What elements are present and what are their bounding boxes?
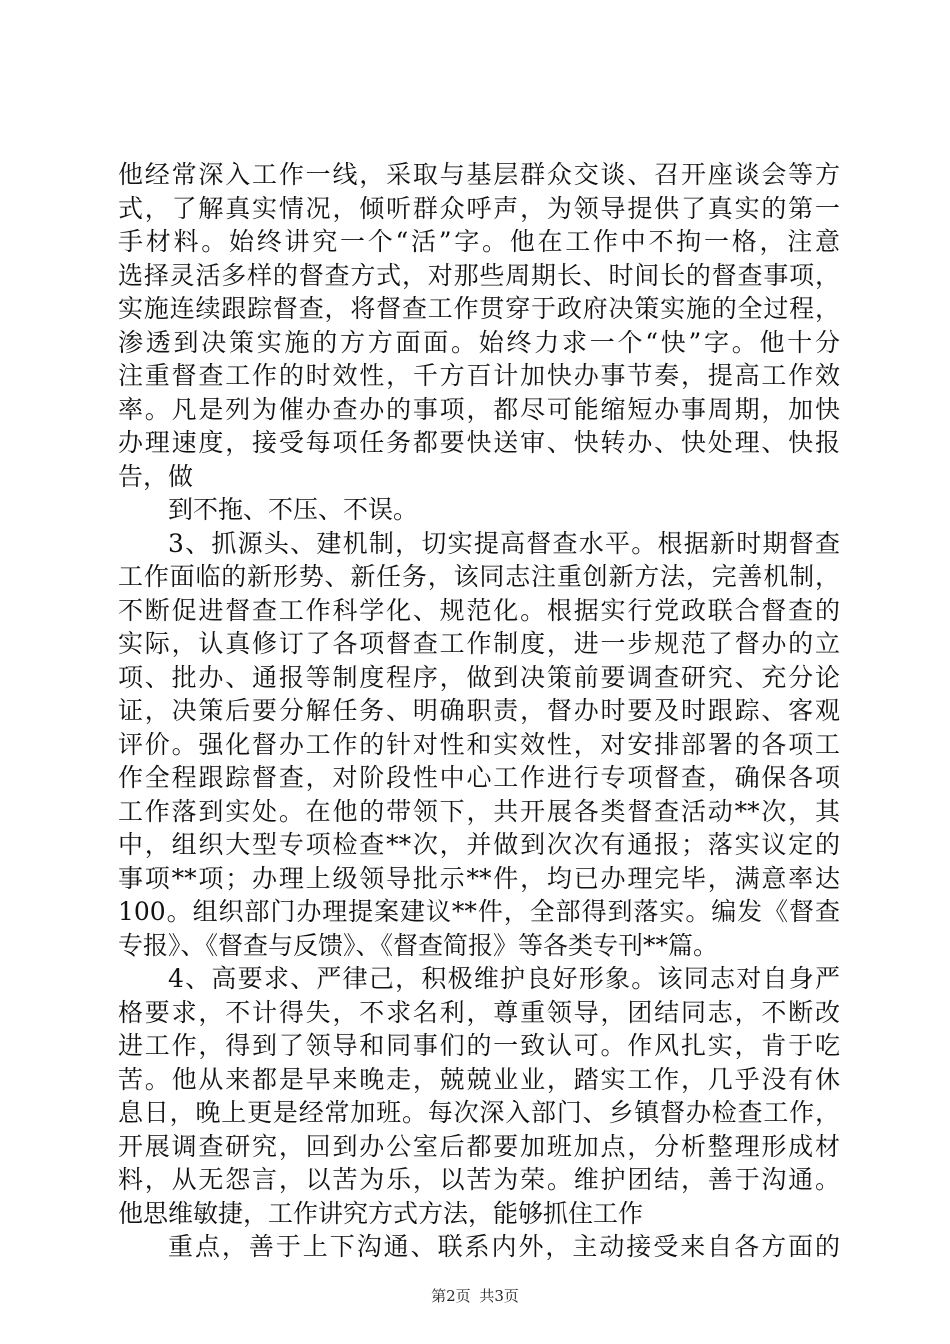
page-number: 第2页 [431,1287,471,1305]
document-body [118,158,840,1264]
text-line: 实际，认真修订了各项督查工作制度，进一步规范了督办的立 [118,629,840,658]
text-line: 作全程跟踪督查，对阶段性中心工作进行专项督查，确保各项 [118,763,840,792]
text-line: 工作面临的新形势、新任务，该同志注重创新方法，完善机制， [118,562,840,591]
text-line: 中，组织大型专项检查**次，并做到次次有通报；落实议定的 [118,830,840,859]
text-line: 项、批办、通报等制度程序，做到决策前要调查研究、充分论 [118,662,840,692]
text-line: 渗透到决策实施的方方面面。始终力求一个“快”字。他十分 [118,327,840,357]
text-line: 注重督查工作的时效性，千方百计加快办事节奏，提高工作效 [118,361,840,390]
text-line: 办理速度，接受每项任务都要快送审、快转办、快处理、快报 [118,428,840,457]
text-line: 选择灵活多样的督查方式，对那些周期长、时间长的督查事项， [118,260,840,290]
text-line: 息日，晚上更是经常加班。每次深入部门、乡镇督办检查工作， [118,1098,840,1127]
text-line: 手材料。始终讲究一个“活”字。他在工作中不拘一格，注意 [118,227,840,256]
text-line: 开展调查研究，回到办公室后都要加班加点，分析整理形成材 [118,1131,840,1161]
text-line: 专报》、《督查与反馈》、《督查简报》等各类专刊**篇。 [118,930,719,960]
text-line: 式，了解真实情况，倾听群众呼声，为领导提供了真实的第一 [118,193,840,223]
text-line: 证，决策后要分解任务、明确职责，督办时要及时跟踪、客观 [118,696,840,725]
text-line: 3、抓源头、建机制，切实提高督查水平。根据新时期督查 [168,528,840,558]
text-line: 料，从无怨言，以苦为乐，以苦为荣。维护团结，善于沟通。 [118,1165,840,1194]
text-line: 实施连续跟踪督查，将督查工作贯穿于政府决策实施的全过程， [118,294,840,323]
text-line: 重点，善于上下沟通、联系内外，主动接受来自各方面的 [168,1232,840,1261]
text-line: 告，做 [118,461,194,491]
text-line: 不断促进督查工作科学化、规范化。根据实行党政联合督查的 [118,595,840,625]
text-line: 苦。他从来都是早来晚走，兢兢业业，踏实工作，几乎没有休 [118,1064,840,1094]
text-line: 到不拖、不压、不误。 [168,495,419,524]
text-line: 他经常深入工作一线，采取与基层群众交谈、召开座谈会等方 [118,160,840,189]
text-line: 率。凡是列为催办查办的事项，都尽可能缩短办事周期，加快 [118,394,840,424]
text-line: 100。组织部门办理提案建议**件，全部得到落实。编发《督查 [118,897,840,926]
text-line: 事项**项；办理上级领导批示**件，均已办理完毕，满意率达 [118,863,840,893]
text-line: 评价。强化督办工作的针对性和实效性，对安排部署的各项工 [118,729,840,759]
text-line: 进工作，得到了领导和同事们的一致认可。作风扎实，肯于吃 [118,1031,840,1060]
text-line: 4、高要求、严律己，积极维护良好形象。该同志对自身严 [168,964,840,993]
page-footer [0,1285,950,1306]
text-line: 工作落到实处。在他的带领下，共开展各类督查活动**次，其 [118,796,840,826]
text-line: 格要求，不计得失，不求名利，尊重领导，团结同志，不断改 [118,997,840,1027]
text-line: 他思维敏捷，工作讲究方式方法，能够抓住工作 [118,1198,644,1228]
page-total: 共3页 [479,1287,519,1305]
